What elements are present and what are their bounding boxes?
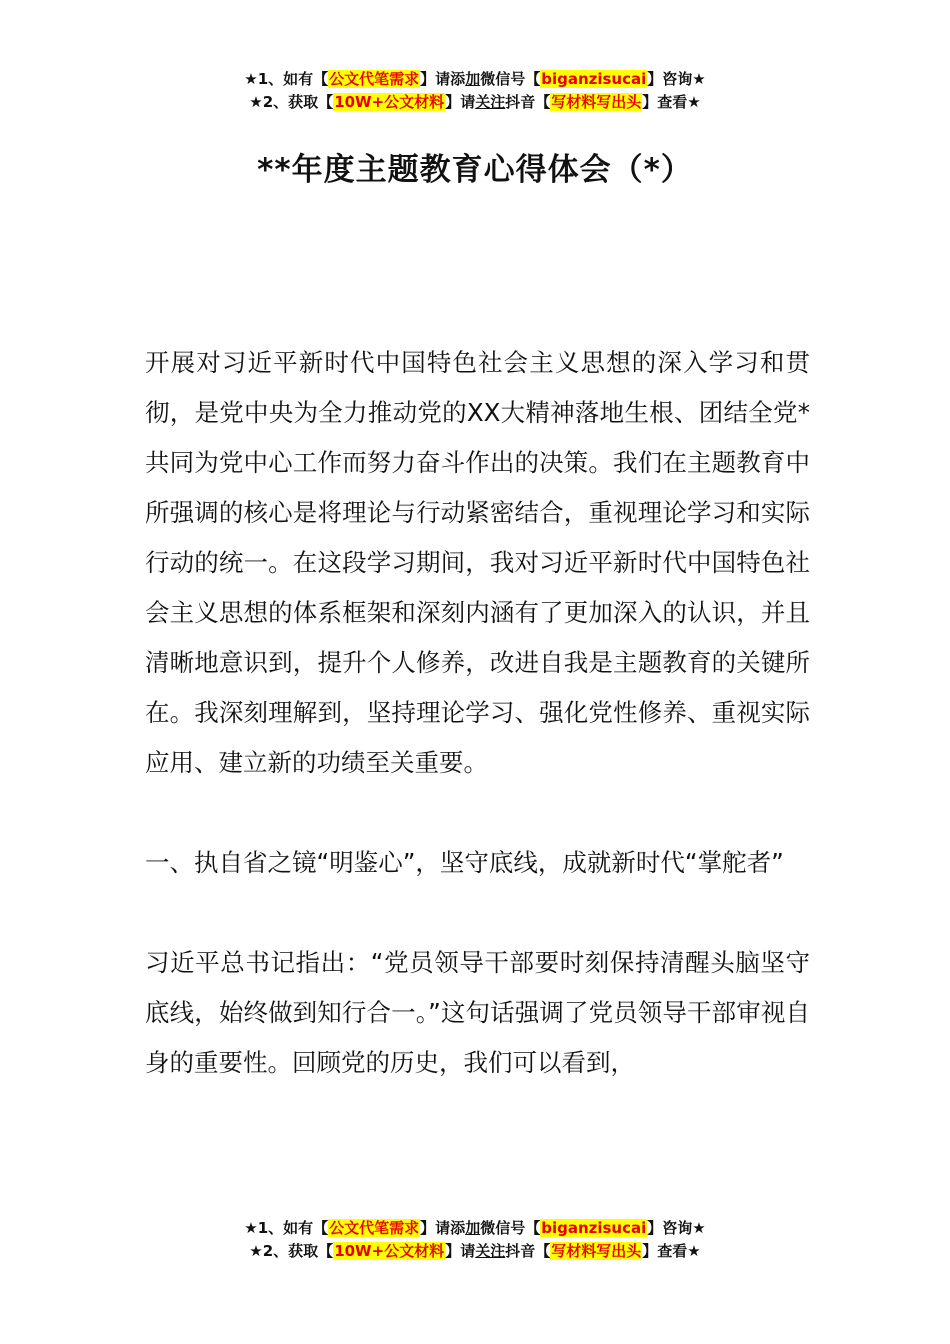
highlight-service: 公文代笔需求 [329,1219,420,1237]
promo-line-2: ★2、获取【10W+公文材料】请关注抖音【写材料写出头】查看★ [249,93,701,111]
highlight-douyin: 写材料写出头 [551,1242,642,1260]
promo-line-1: ★1、如有【公文代笔需求】请添加微信号【biganzisucai】咨询★ [244,1219,706,1237]
highlight-douyin: 写材料写出头 [551,93,642,111]
intro-paragraph: 开展对习近平新时代中国特色社会主义思想的深入学习和贯彻，是党中央为全力推动党的XX大精神落地生根、团结全党*共同为党中心工作而努力奋斗作出的决策。我们在主题教育中所强调的核心是将理论与行动紧密结合，重视理论学习和实际行动的统一。在这段学习期间，我对习近平新时代中国特色社会主义思想的体系框架和深刻内涵有了更加深入的认识，并且清晰地意识到，提升个人修养，改进自我是主题教育的关键所在。我深刻理解到，坚持理论学习、强化党性修养、重视实际应用、建立新的功绩至关重要。 [145,348,810,777]
highlight-wechat-id: biganzisucai [541,1219,647,1237]
promo-banner-bottom [0,1217,950,1263]
promo-line-2: ★2、获取【10W+公文材料】请关注抖音【写材料写出头】查看★ [249,1242,701,1260]
document-title: **年度主题教育心得体会（*） [257,152,693,188]
paragraph-gap [145,788,810,838]
promo-line-1: ★1、如有【公文代笔需求】请添加微信号【biganzisucai】咨询★ [244,70,706,88]
highlight-materials: 10W+公文材料 [334,1242,445,1260]
highlight-wechat-id: biganzisucai [541,70,647,88]
paragraph-gap [145,888,810,938]
section-heading-1: 一、执自省之镜“明鉴心”，坚守底线，成就新时代“掌舵者” [145,848,784,877]
document-body [145,338,810,1088]
highlight-service: 公文代笔需求 [329,70,420,88]
promo-banner-top [0,68,950,114]
section-body-1: 习近平总书记指出：“党员领导干部要时刻保持清醒头脑坚守底线，始终做到知行合一。”这句话强调了党员领导干部审视自身的重要性。回顾党的历史，我们可以看到， [145,948,810,1077]
highlight-materials: 10W+公文材料 [334,93,445,111]
